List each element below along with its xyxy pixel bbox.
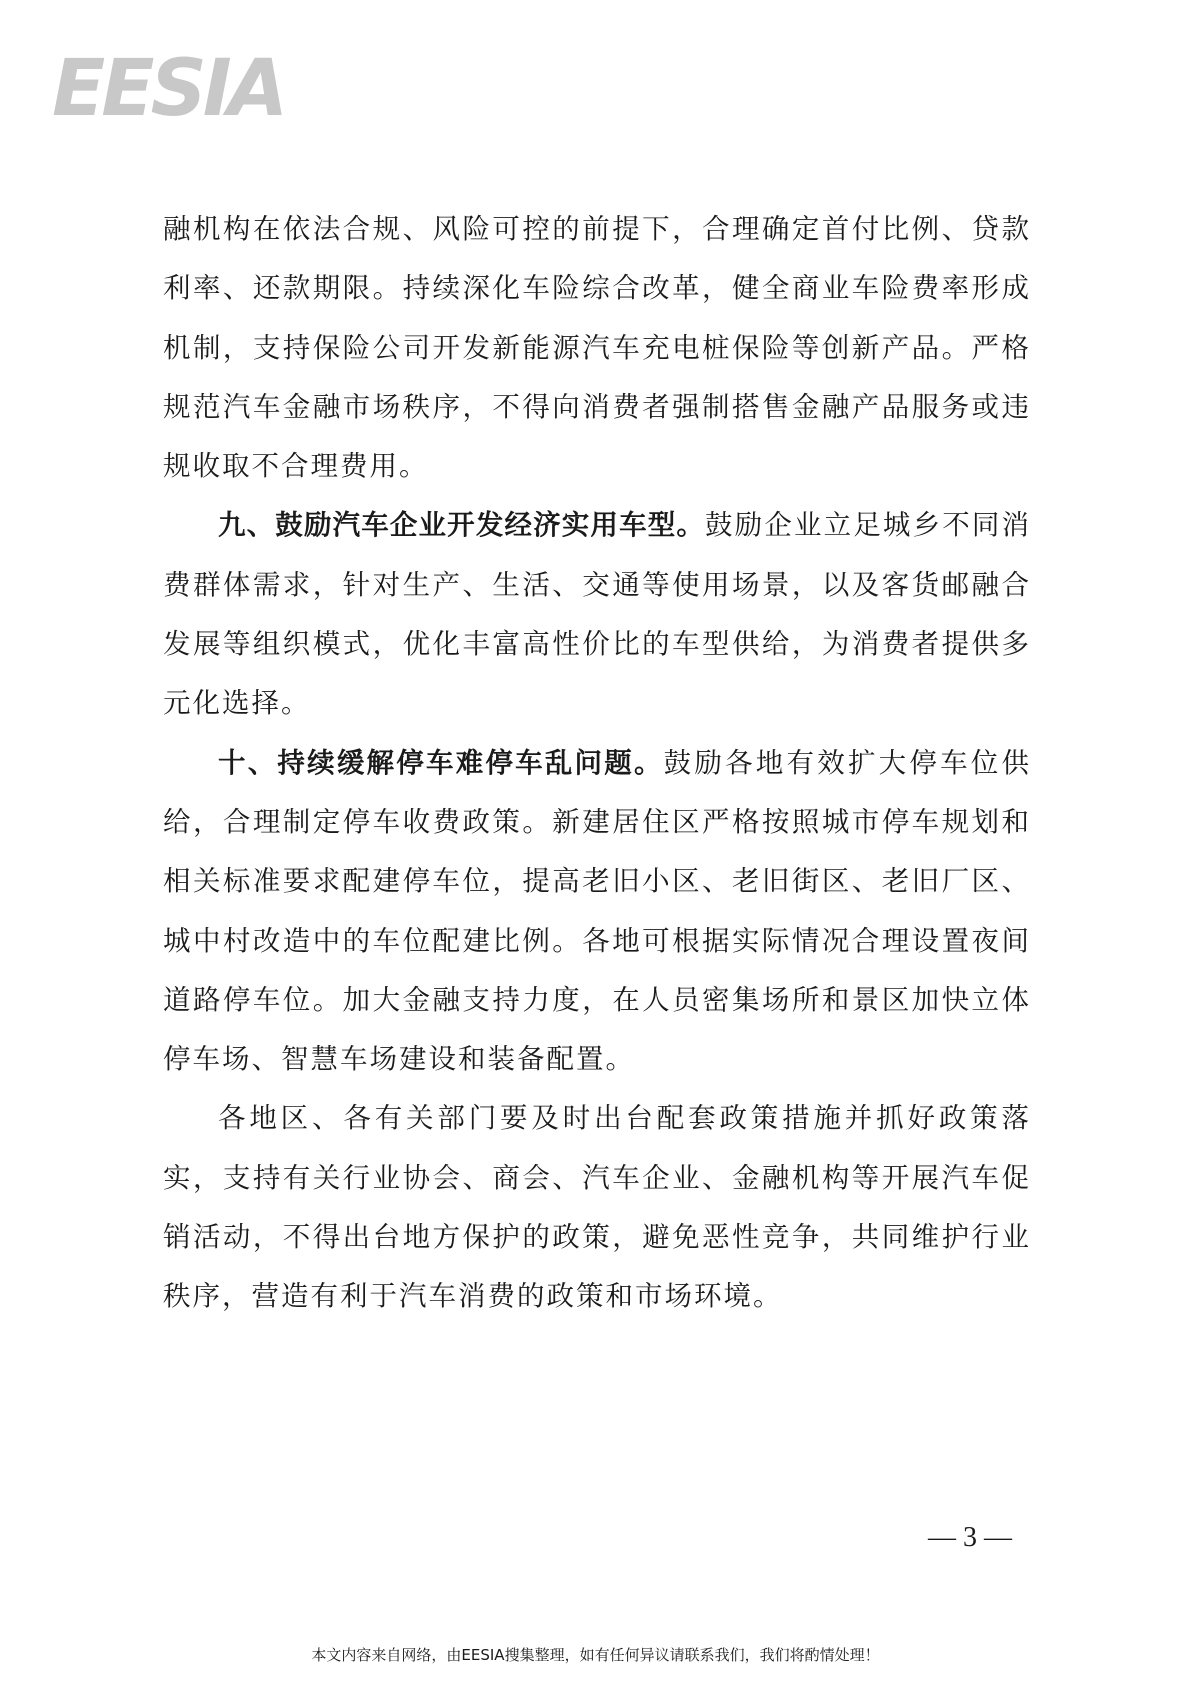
paragraph-item-ten bbox=[163, 734, 1031, 1090]
paragraph-closing bbox=[163, 1089, 1031, 1326]
document-body bbox=[163, 200, 1031, 1327]
paragraph-heading: 九、鼓励汽车企业开发经济实用车型。 bbox=[218, 509, 706, 542]
paragraph-text: 融机构在依法合规、风险可控的前提下，合理确定首付比例、贷款利率、还款期限。持续深化车险综合改革，健全商业车险费率形成机制，支持保险公司开发新能源汽车充电桩保险等创新产品。严格规范汽车金融市场秩序，不得向消费者强制搭售金融产品服务或违规收取不合理费用。 bbox=[163, 213, 1031, 483]
paragraph-text: 鼓励各地有效扩大停车位供给，合理制定停车收费政策。新建居住区严格按照城市停车规划和相关标准要求配建停车位，提高老旧小区、老旧街区、老旧厂区、城中村改造中的车位配建比例。各地可根据实际情况合理设置夜间道路停车位。加大金融支持力度，在人员密集场所和景区加快立体停车场、智慧车场建设和装备配置。 bbox=[163, 746, 1031, 1076]
paragraph-text: 鼓励企业立足城乡不同消费群体需求，针对生产、生活、交通等使用场景，以及客货邮融合发展等组织模式，优化丰富高性价比的车型供给，为消费者提供多元化选择。 bbox=[163, 509, 1032, 720]
paragraph-continuation bbox=[163, 200, 1031, 496]
footer-disclaimer: 本文内容来自网络，由EESIA搜集整理，如有任何异议请联系我们，我们将酌情处理！ bbox=[311, 1646, 880, 1664]
paragraph-heading: 十、持续缓解停车难停车乱问题。 bbox=[218, 746, 664, 779]
paragraph-text: 各地区、各有关部门要及时出台配套政策措施并抓好政策落实，支持有关行业协会、商会、汽车企业、金融机构等开展汽车促销活动，不得出台地方保护的政策，避免恶性竞争，共同维护行业秩序，营造有利于汽车消费的政策和市场环境。 bbox=[163, 1102, 1031, 1313]
eesia-logo-mark bbox=[52, 40, 292, 140]
paragraph-item-nine bbox=[163, 496, 1031, 733]
eesia-logo bbox=[52, 40, 292, 140]
eesia-logo-text: EESIA bbox=[52, 44, 285, 134]
page-number: — 3 — bbox=[928, 1522, 1012, 1553]
